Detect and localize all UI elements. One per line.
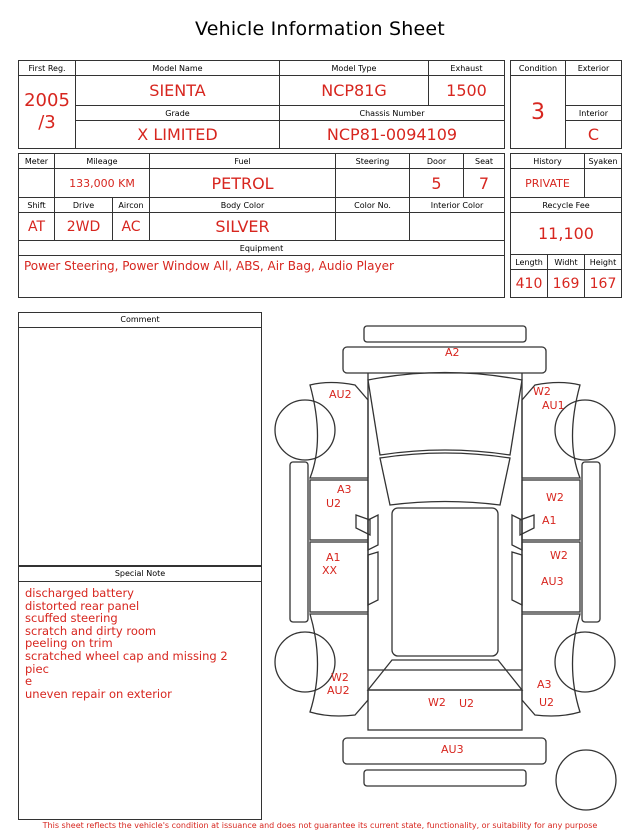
front-bumper-strip [364,326,526,342]
fuel-label: Fuel [150,154,336,169]
aircon-value: AC [113,213,150,241]
first-reg-value [19,76,76,149]
right-sill [582,462,600,622]
interior-color-label: Interior Color [410,198,505,213]
seat-label: Seat [464,154,505,169]
steering-value [336,169,410,198]
recycle-fee-label: Recycle Fee [511,198,622,213]
height-value: 167 [585,270,622,298]
chassis-number-value: NCP81-0094109 [280,121,505,149]
height-label: Height [585,255,622,270]
drive-value: 2WD [55,213,113,241]
grade-label: Grade [76,106,280,121]
right-mirror [520,515,534,535]
damage-right-rear-door-1: W2 [550,549,568,562]
damage-left-rear-door-1: A1 [326,551,341,564]
wheel-rear-left [275,632,335,692]
damage-right-rear-door-2: AU3 [541,575,564,588]
condition-label: Condition [511,61,566,76]
damage-left-front-fender: AU2 [329,388,352,401]
first-reg-label: First Reg. [19,61,76,76]
special-note-label: Special Note [19,567,261,582]
steering-label: Steering [336,154,410,169]
spare-wheel [556,750,616,810]
damage-right-front-fender-1: W2 [533,385,551,398]
shift-label: Shift [19,198,55,213]
right-window-2 [512,552,522,605]
rear-glass [368,660,522,690]
interior-color-value [410,213,505,241]
door-value: 5 [410,169,464,198]
left-window-2 [368,552,378,605]
sheet-title: Vehicle Information Sheet [195,18,445,40]
length-label: Length [511,255,548,270]
history-value: PRIVATE [511,169,585,198]
history-label: History [511,154,585,169]
seat-value: 7 [464,169,505,198]
door-label: Door [410,154,464,169]
wheel-rear-right [555,632,615,692]
body-color-label: Body Color [150,198,336,213]
width-label: Widht [548,255,585,270]
damage-right-front-door-1: W2 [546,491,564,504]
damage-front-bumper: A2 [445,346,460,359]
right-window-1 [512,515,522,550]
right-front-fender [522,383,580,479]
damage-right-front-fender-2: AU1 [542,399,565,412]
damage-left-rear-door-2: XX [322,564,338,577]
recycle-fee-value: 11,100 [511,213,622,255]
comment-text [19,328,261,338]
aircon-label: Aircon [113,198,150,213]
damage-back-door-1: W2 [428,696,446,709]
wheel-front-left [275,400,335,460]
exhaust-label: Exhaust [429,61,505,76]
first-reg-year: 2005 [24,90,70,111]
rear-bumper-strip [364,770,526,786]
mileage-label: Mileage [55,154,150,169]
equipment-label: Equipment [19,241,505,256]
damage-left-rear-fender-2: AU2 [327,684,350,697]
syaken-value [585,169,622,198]
shift-value: AT [19,213,55,241]
equipment-value: Power Steering, Power Window All, ABS, Air Bag, Audio Player [19,256,505,298]
left-mirror [356,515,370,535]
interior-value: C [566,121,622,149]
width-value: 169 [548,270,585,298]
syaken-label: Syaken [585,154,622,169]
meter-value [19,169,55,198]
color-no-label: Color No. [336,198,410,213]
body-outline [368,373,522,670]
body-color-value: SILVER [150,213,336,241]
damage-left-front-door-2: U2 [326,497,342,510]
condition-table [510,60,622,149]
history-table [510,153,622,298]
chassis-number-label: Chassis Number [280,106,505,121]
color-no-value [336,213,410,241]
spec-table [18,153,505,298]
model-name-value: SIENTA [76,76,280,106]
damage-left-front-door-1: A3 [337,483,352,496]
exterior-label: Exterior [566,61,622,76]
interior-label: Interior [566,106,622,121]
left-sill [290,462,308,622]
hood [368,373,522,456]
first-reg-month: /3 [38,112,56,133]
fuel-value: PETROL [150,169,336,198]
model-type-label: Model Type [280,61,429,76]
right-front-door [522,480,580,540]
grade-value: X LIMITED [76,121,280,149]
roof [392,508,498,656]
mileage-value: 133,000 KM [55,169,150,198]
length-value: 410 [511,270,548,298]
damage-right-rear-fender-1: A3 [537,678,552,691]
meter-label: Meter [19,154,55,169]
model-type-value: NCP81G [280,76,429,106]
damage-rear-bumper: AU3 [441,743,464,756]
damage-right-rear-fender-2: U2 [539,696,555,709]
exterior-value [566,76,622,106]
special-note-box [18,566,262,820]
drive-label: Drive [55,198,113,213]
disclaimer-footer: This sheet reflects the vehicle's condition at issuance and does not guarantee its current state, functionality, or suitability for any purpose [42,821,598,830]
model-table [18,60,505,149]
comment-box [18,312,262,566]
damage-back-door-2: U2 [459,697,475,710]
comment-label: Comment [19,313,261,328]
special-note-text: discharged battery distorted rear panel scuffed steering scratch and dirty room peeling on trim scratched wheel cap and missing 2 piec e uneven repair on exterior [25,586,228,701]
model-name-label: Model Name [76,61,280,76]
exhaust-value: 1500 [429,76,505,106]
left-rear-fender [310,614,368,716]
damage-right-front-door-2: A1 [542,514,557,527]
damage-left-rear-fender-1: W2 [331,671,349,684]
left-window-1 [368,515,378,550]
windshield [380,453,510,505]
condition-value: 3 [511,76,566,149]
